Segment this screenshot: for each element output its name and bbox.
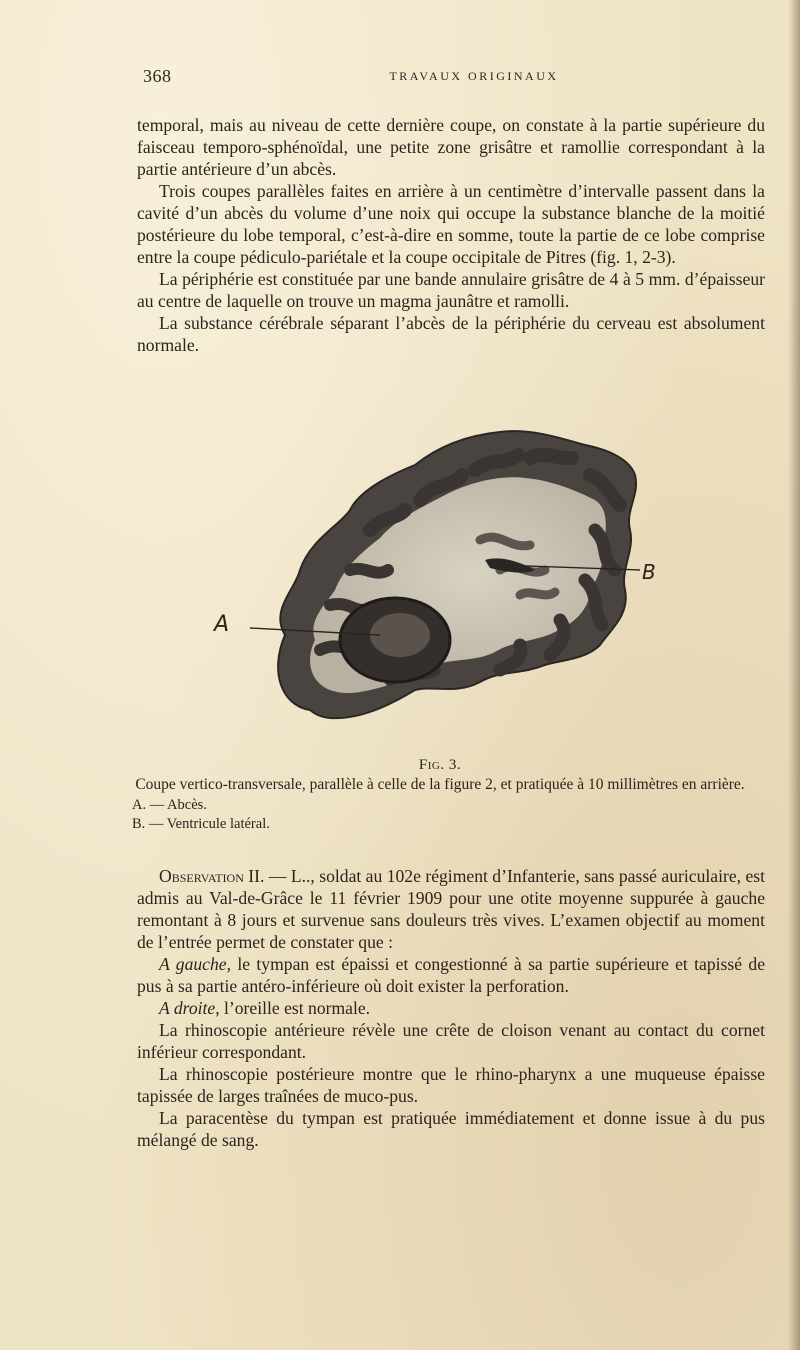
left-side-text: le tympan est épaissi et congestionné à sa partie supérieure et tapissé de pus à sa partie antéro-inférieure où doit exister la perforation. [137,954,765,996]
figure-title: Fig. 3. [418,757,462,773]
page-number: 368 [143,66,172,86]
left-side-paragraph [137,953,765,997]
observation-text: — L.., soldat au 102e régiment d’Infanterie, sans passé auriculaire, est admis au Val-de-Grâce le 11 février 1909 pour une otite moyenne suppurée à gauche remontant à 8 jours et survenue sans douleurs très vives. L’examen objectif au moment de l’entrée permet de constater que : [137,866,765,952]
page-header [143,66,765,90]
text-block-top [137,114,765,356]
paragraph: Trois coupes parallèles faites en arrière à un centimètre d’intervalle passent dans la cavité d’un abcès du volume d’une noix qui occupe la substance blanche de la moitié postérieure du lobe temporal, c’est-à-dire en somme, toute la partie de ce lobe comprise entre la coupe pédiculo-pariétale et la coupe occipitale de Pitres (fig. 1, 2-3). [137,181,765,267]
paragraph: La rhinoscopie antérieure révèle une crête de cloison venant au contact du cornet inférieur correspondant. [137,1020,765,1062]
right-side-text: l’oreille est normale. [219,998,371,1018]
brain-section-illustration [200,420,670,740]
running-head: TRAVAUX ORIGINAUX [389,69,559,83]
left-side-lead: A gauche, [159,954,231,974]
right-side-paragraph [137,997,765,1019]
paragraph: temporal, mais au niveau de cette dernière coupe, on constate à la partie supérieure du faisceau temporo-sphénoïdal, une petite zone grisâtre et ramollie correspondant à la partie antérieure d’un abcès. [137,115,765,179]
paragraph: La périphérie est constituée par une bande annulaire grisâtre de 4 à 5 mm. d’épaisseur au centre de laquelle on trouve un magma jaunâtre et ramolli. [137,269,765,311]
figure-caption-block [130,756,750,834]
text-block-bottom [137,865,765,1151]
right-side-lead: A droite, [159,998,220,1018]
observation-paragraph [137,865,765,953]
figure-caption: Coupe vertico-transversale, parallèle à celle de la figure 2, et pratiquée à 10 millimètres en arrière. [135,776,745,793]
legend-item-b: B. — Ventricule latéral. [132,816,270,832]
paragraph: La paracentèse du tympan est pratiquée immédiatement et donne issue à du pus mélangé de sang. [137,1108,765,1150]
figure-label-b: B [642,560,656,584]
observation-heading: Observation II. [159,866,265,886]
paragraph: La substance cérébrale séparant l’abcès de la périphérie du cerveau est absolument normale. [137,313,765,355]
legend-item-a: A. — Abcès. [132,797,207,813]
figure-label-a: A [214,612,230,637]
page-edge-shadow [788,0,800,1350]
brain-section-figure [200,420,670,740]
paragraph: La rhinoscopie postérieure montre que le rhino-pharynx a une muqueuse épaisse tapissée de larges traînées de muco-pus. [137,1064,765,1106]
